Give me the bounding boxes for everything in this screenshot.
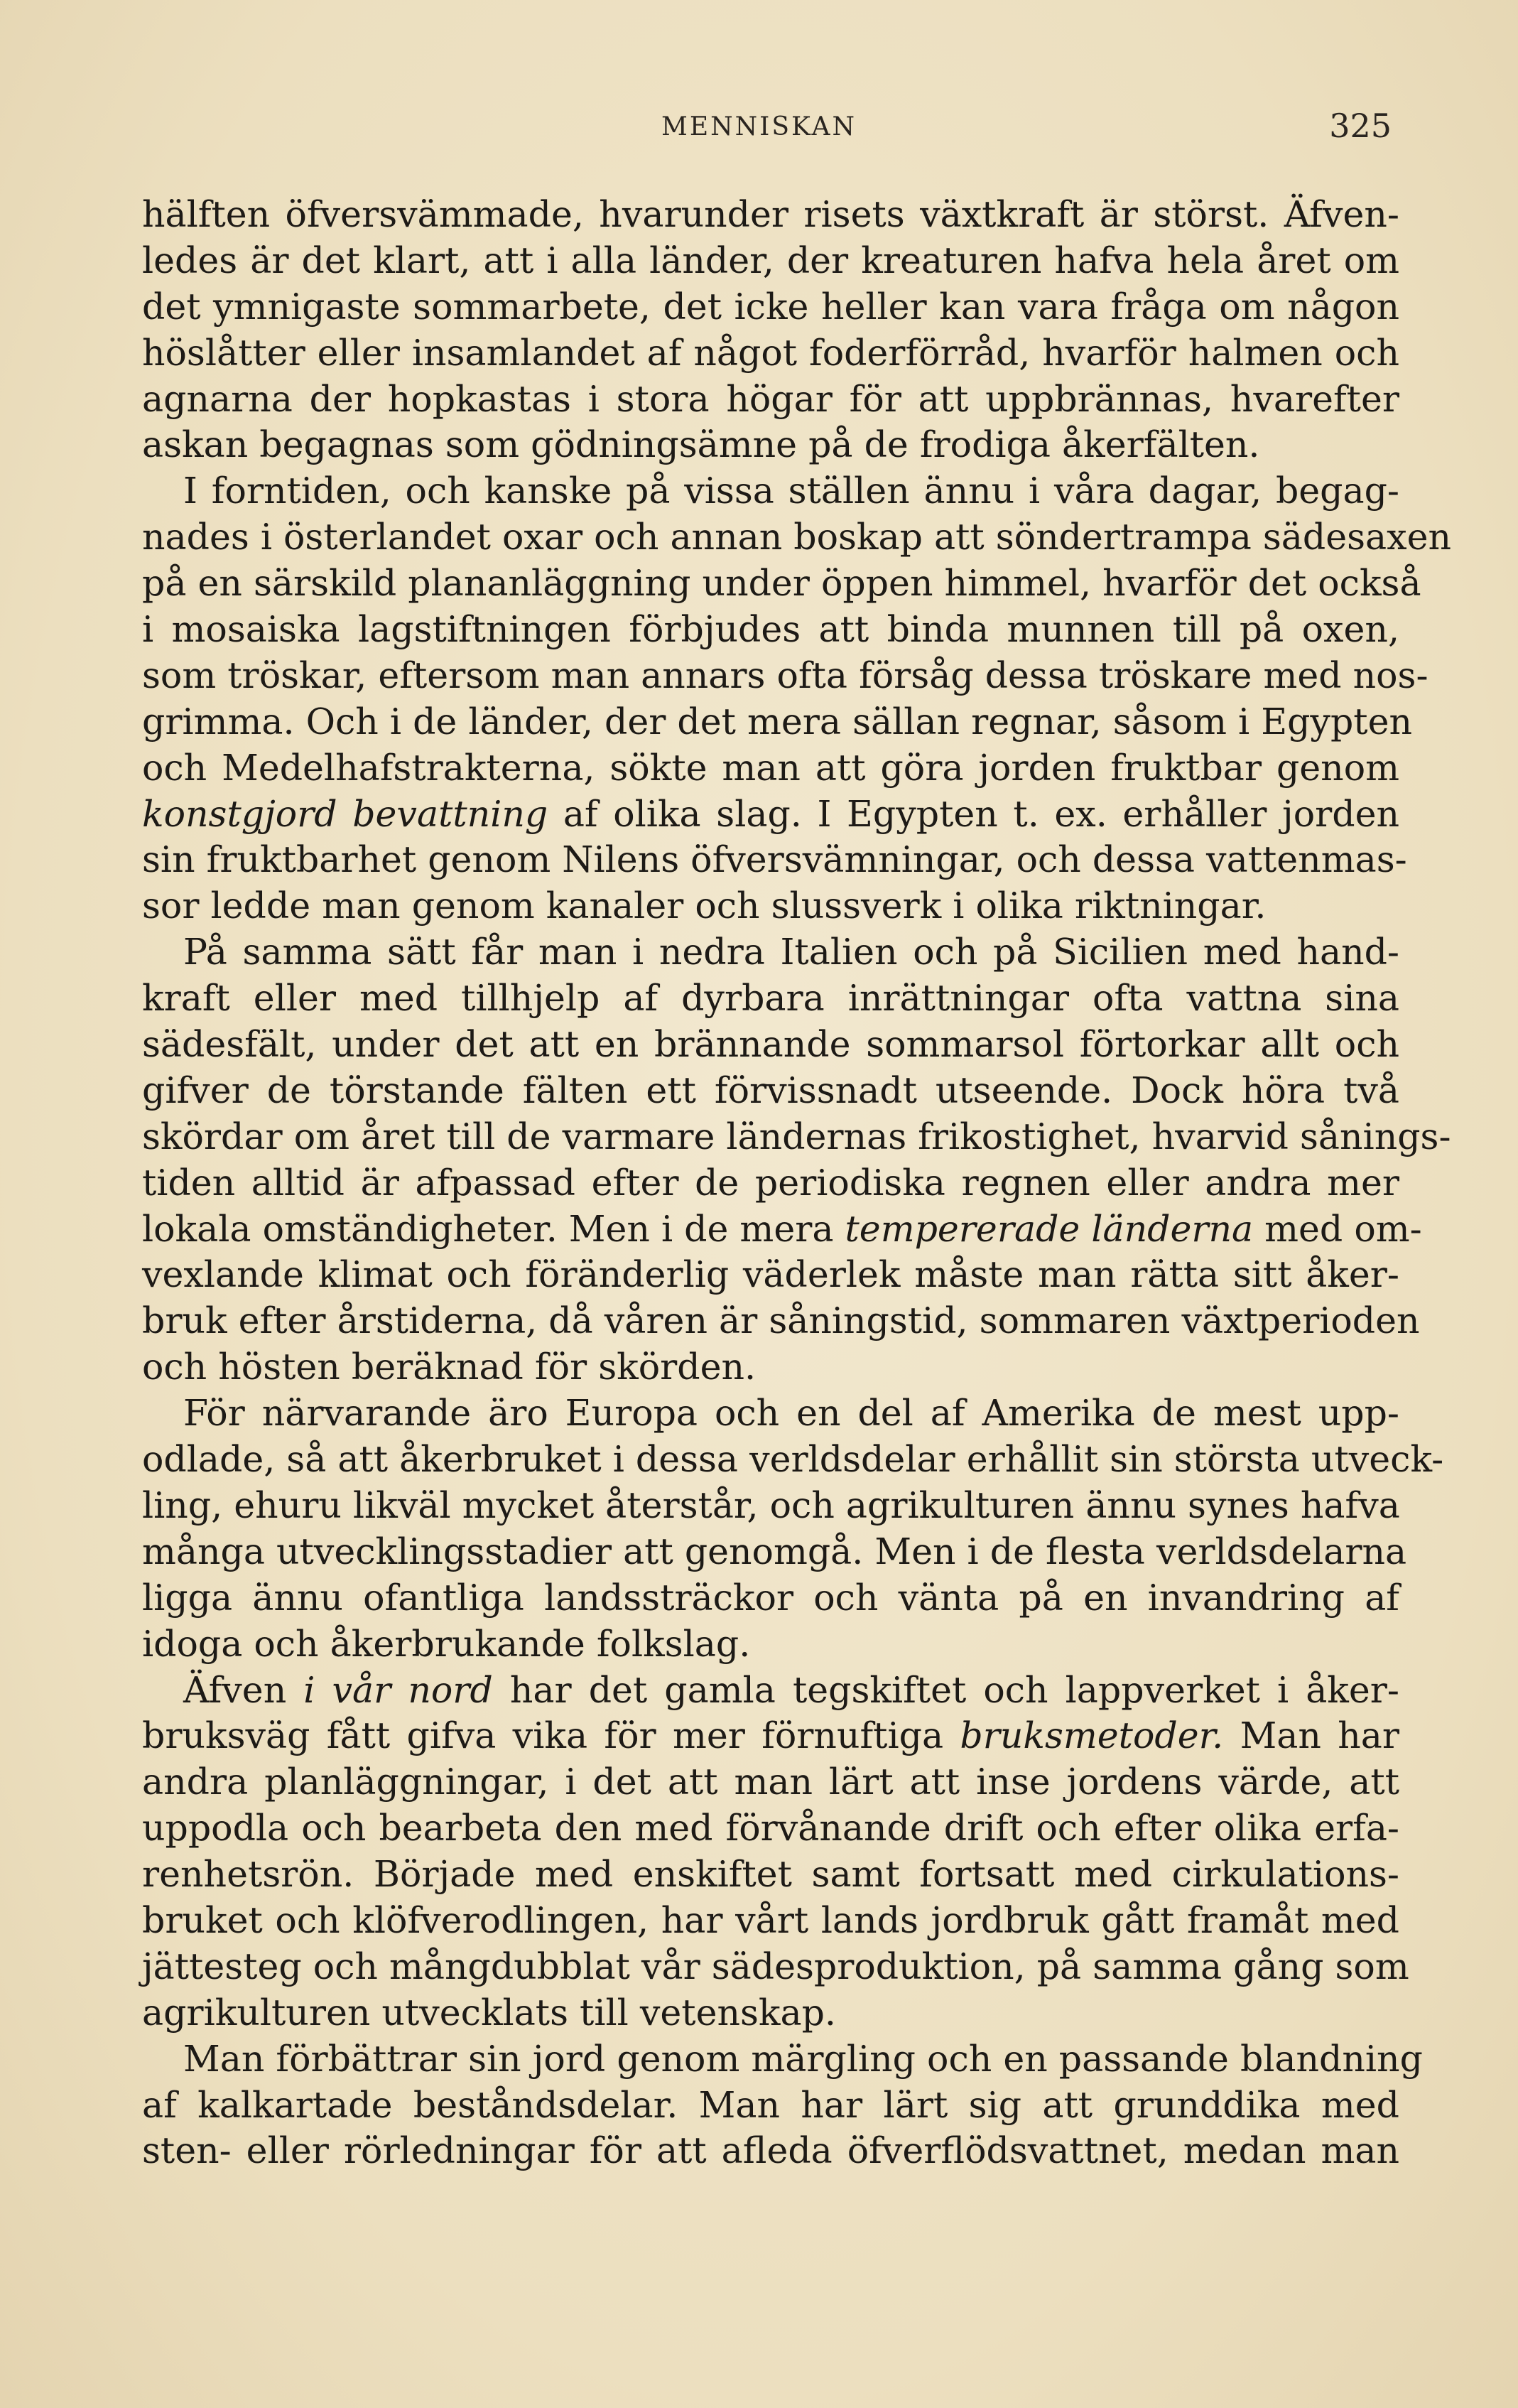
- text-segment: har det gamla tegskiftet och lappverket i åker-: [492, 1668, 1399, 1711]
- text-line: på en särskild plananläggning under öppen himmel, hvarför det också: [142, 562, 1421, 605]
- text-line: bruk efter årstiderna, då våren är såningstid, sommaren växtperioden: [142, 1300, 1420, 1342]
- text-line: sten- eller rörledningar för att afleda öfverflödsvattnet, medan man: [142, 2129, 1399, 2172]
- text-line: [142, 1713, 1399, 1759]
- running-title: MENNISKAN: [661, 112, 857, 141]
- text-segment: bruksväg fått gifva vika för mer förnuftiga: [142, 1715, 960, 1757]
- text-line: och Medelhafstrakterna, sökte man att göra jorden fruktbar genom: [142, 746, 1399, 789]
- text-line: skördar om året till de varmare ländernas frikostighet, hvarvid sånings-: [142, 1115, 1451, 1157]
- text-line: många utvecklingsstadier att genomgå. Men i de flesta verldsdelarna: [142, 1530, 1407, 1572]
- text-line: sin fruktbarhet genom Nilens öfversvämningar, och dessa vattenmas-: [142, 838, 1407, 881]
- text-line: tiden alltid är afpassad efter de periodiska regnen eller andra mer: [142, 1161, 1399, 1204]
- page-number: 325: [1329, 107, 1392, 145]
- text-line: odlade, så att åkerbruket i dessa verldsdelar erhållit sin största utveck-: [142, 1438, 1444, 1481]
- italic-term: bruksmetoder.: [960, 1715, 1224, 1757]
- text-line: af kalkartade beståndsdelar. Man har lärt sig att grunddika med: [142, 2083, 1399, 2126]
- text-segment: lokala omständigheter. Men i de mera: [142, 1207, 845, 1250]
- text-line: [142, 1668, 1399, 1714]
- text-line: som tröskar, eftersom man annars ofta försåg dessa tröskare med nos-: [142, 654, 1428, 696]
- body-text: [142, 192, 1452, 2174]
- italic-term: i vår nord: [303, 1668, 493, 1711]
- text-line: hälften öfversvämmade, hvarunder risets växtkraft är störst. Äfven-: [142, 193, 1399, 235]
- text-line: höslåtter eller insamlandet af något foderförråd, hvarför halmen och: [142, 331, 1399, 374]
- text-line: I forntiden, och kanske på vissa ställen ännu i våra dagar, begag-: [183, 470, 1399, 512]
- text-line: det ymnigaste sommarbete, det icke heller kan vara fråga om någon: [142, 285, 1399, 328]
- text-line: uppodla och bearbeta den med förvånande drift och efter olika erfa-: [142, 1807, 1399, 1850]
- text-line: gifver de törstande fälten ett förvissnadt utseende. Dock höra två: [142, 1069, 1399, 1111]
- text-line: vexlande klimat och föränderlig väderlek måste man rätta sitt åker-: [142, 1253, 1399, 1296]
- text-line: askan begagnas som gödningsämne på de frodiga åkerfälten.: [142, 423, 1260, 466]
- text-line: ligga ännu ofantliga landssträckor och vänta på en invandring af: [142, 1576, 1399, 1619]
- text-line: ling, ehuru likväl mycket återstår, och agrikulturen ännu synes hafva: [142, 1484, 1400, 1526]
- text-line: i mosaiska lagstiftningen förbjudes att binda munnen till på oxen,: [142, 608, 1399, 651]
- italic-term: tempererade länderna: [845, 1207, 1254, 1250]
- text-line: sor ledde man genom kanaler och slussverk i olika riktningar.: [142, 885, 1267, 927]
- text-line: På samma sätt får man i nedra Italien och på Sicilien med hand-: [183, 931, 1399, 973]
- text-line: nades i österlandet oxar och annan boskap att söndertrampa sädesaxen: [142, 516, 1452, 558]
- text-segment: Äfven: [183, 1668, 304, 1711]
- text-segment: med om-: [1253, 1207, 1422, 1250]
- text-line: För närvarande äro Europa och en del af Amerika de mest upp-: [183, 1392, 1399, 1435]
- text-line: Man förbättrar sin jord genom märgling och en passande blandning: [183, 2037, 1423, 2080]
- text-line: bruket och klöfverodlingen, har vårt lands jordbruk gått framåt med: [142, 1899, 1399, 1941]
- text-line: [142, 792, 1399, 838]
- text-line: ledes är det klart, att i alla länder, der kreaturen hafva hela året om: [142, 239, 1399, 281]
- text-segment: Man har: [1223, 1715, 1400, 1757]
- text-line: kraft eller med tillhjelp af dyrbara inrättningar ofta vattna sina: [142, 977, 1399, 1020]
- text-line: sädesfält, under det att en brännande sommarsol förtorkar allt och: [142, 1023, 1399, 1066]
- text-line: grimma. Och i de länder, der det mera sällan regnar, såsom i Egypten: [142, 700, 1412, 743]
- text-line: agrikulturen utvecklats till vetenskap.: [142, 1991, 836, 2034]
- text-line: jättesteg och mångdubblat vår sädesproduktion, på samma gång som: [142, 1945, 1409, 1987]
- text-segment: af olika slag. I Egypten t. ex. erhåller jorden: [548, 792, 1399, 835]
- text-line: [142, 1206, 1422, 1253]
- text-line: idoga och åkerbrukande folkslag.: [142, 1622, 751, 1665]
- text-line: renhetsrön. Började med enskiftet samt fortsatt med cirkulations-: [142, 1853, 1399, 1896]
- text-line: agnarna der hopkastas i stora högar för att uppbrännas, hvarefter: [142, 377, 1399, 420]
- text-line: andra planläggningar, i det att man lärt att inse jordens värde, att: [142, 1761, 1399, 1803]
- italic-term: konstgjord bevattning: [142, 792, 548, 835]
- text-line: och hösten beräknad för skörden.: [142, 1346, 757, 1388]
